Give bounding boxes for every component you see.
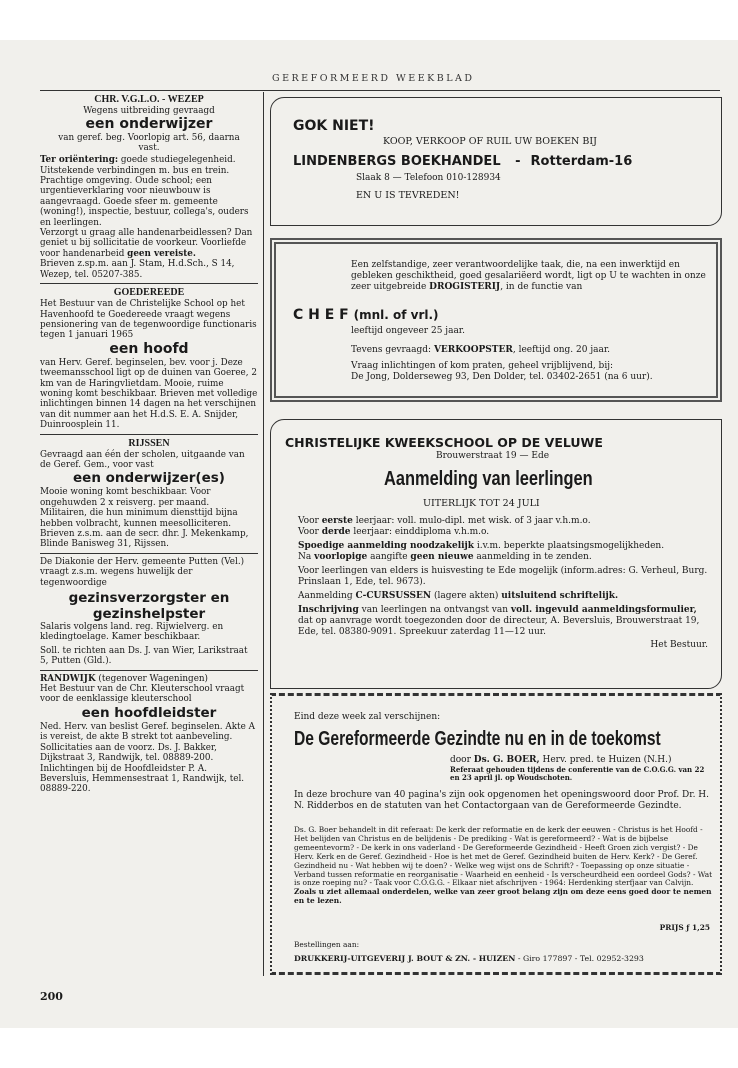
kweekschool-deadline: UITERLIJK TOT 24 JULI [423,498,540,509]
putten-title-2: gezinshelpster [92,606,206,623]
kweekschool-title: CHRISTELIJKE KWEEKSCHOOL OP DE VELUWE [285,435,603,450]
bookshop-title: GOK NIET! [293,118,375,134]
chef-age: leeftijd ongeveer 25 jaar. [351,326,465,336]
rijssen-p1: Gevraagd aan één der scholen, uitgaande van de Geref. Gem., voor vast [40,449,245,470]
column-rule [263,92,264,976]
rijssen-p2: Mooie woning komt beschikbaar. Voor ongehuwden 2 x reisverg. per maand. Militairen, die hun minimum diensttijd bijna hebben volbracht, kunnen meesolliciteren. [40,487,238,529]
brochure-title: De Gereformeerde Gezindte nu en in de toekomst [294,728,661,750]
drugstore-info1: Vraag inlichtingen of kom praten, geheel vrijblijvend, bij: [351,361,614,371]
bookshop-tagline: EN U IS TEVREDEN! [356,190,460,201]
header-rule [40,90,720,91]
wezep-l1: van geref. beg. Voorlopig art. 56, daarna [58,133,240,144]
bookshop-address: Slaak 8 — Telefoon 010-128934 [356,173,501,183]
drugstore-intro: Een zelfstandige, zeer verantwoordelijke taak, die, na een inwerktijd en gebleken geschiktheid, goed gesalariëerd wordt, ligt op U te wachten in onze zeer uitgebreide DROGISTERIJ, in de functie van [351,260,706,292]
also-wanted: Tevens gevraagd: VERKOOPSTER, leeftijd ong. 20 jaar. [351,345,611,355]
line-registration: Inschrijving van leerlingen na ontvangst van voll. ingevuld aanmeldingsformulier, dat op aanvrage wordt toegezonden door de directeur, A. Beversluis, Brouwerstraat 19, Ede, tel. 08380-9091. Spreekuur zaterdag 11—12 uur. [298,605,700,637]
kweekschool-body [298,516,708,651]
bookshop-line1: KOOP, VERKOOP OF RUIL UW BOEKEN BIJ [383,136,597,147]
putten-p2: Salaris volgens land. reg. Rijwielverg. en kledingtoelage. Kamer beschikbaar. [40,622,224,643]
order-label: Bestellingen aan: [294,940,360,949]
brochure-p1: In deze brochure van 40 pagina's zijn ook opgenomen het openingswoord door Prof. Dr. H. N. Ridderbos en de statuten van het Contactorgaan van de Gereformeerde Gezindte. [294,790,710,811]
running-head: GEREFORMEERD WEEKBLAD [272,73,475,84]
wezep-letters: Brieven z.sp.m. aan J. Stam, H.d.Sch., S 14, Wezep, tel. 05207-385. [40,259,235,280]
rijssen-heading: RIJSSEN [128,437,170,449]
bookshop-ad [270,97,722,226]
bookshop-name: LINDENBERGS BOEKHANDEL - Rotterdam-16 [293,154,633,169]
wezep-sub: Wegens uitbreiding gevraagd [83,106,215,116]
wezep-heading: CHR. V.G.L.O. - WEZEP [94,94,204,105]
line-first-year: Voor eerste leerjaar: voll. mulo-dipl. met wisk. of 3 jaar v.h.m.o. [298,516,591,526]
goedereede-p1: Het Bestuur van de Christelijke School op het Havenhoofd te Goedereede vraagt wegens pensionering van de tegenwoordige functionaris tegen 1 januari 1965 [40,299,257,341]
brochure-author: door Ds. G. BOER, Herv. pred. te Huizen (N.H.) [450,755,672,765]
brochure-ref: Referaat gehouden tijdens de conferentie van de C.O.G.G. van 22 en 23 april jl. op Woudschoten. [450,765,705,782]
kweekschool-sign: Het Bestuur. [650,640,708,650]
brochure-topics: Ds. G. Boer behandelt in dit referaat: De kerk der reformatie en de kerk der eeuwen - Christus is het Hoofd - Het belijden van Christus en de belijdenis - De prediking - Wat is gereformeerd? - Wat is de bijbelse gemeentevorm? - De kerk in ons vaderland - De Gereformeerde Gezindheid - Heeft Groen zich vergist? - De Herv. Kerk en de Geref. Gezindheid - Hoe is het met de Geref. Gezindheid buiten de Herv. Kerk? - De Geref. Gezindheid nu - Wat hebben wij te doen? - Welke weg wijst ons de Schrift? - Toepassing op onze situatie - Verband tussen reformatie en reorganisatie - Waarheid en eenheid - Is verscheurdheid een oordeel Gods? - Wat is onze roeping nu? - Taak voor C.O.G.G. - Elkaar niet afschrijven - 1964: Herdenking sterfjaar van Calvijn. Zoals u ziet allemaal onderdelen, welke van zeer groot belang zijn om deze eens goed door te nemen en te lezen. [294,825,713,906]
page-number: 200 [40,990,63,1003]
line-urgent: Spoedige aanmelding noodzakelijk i.v.m. beperkte plaatsingsmogelijkheden. [298,541,665,551]
drugstore-ad [270,238,722,402]
wezep-l2: vast. [138,142,160,153]
rijssen-p3: Brieven z.s.m. aan de secr. dhr. J. Mekenkamp, Blinde Banisweg 31, Rijssen. [40,529,249,550]
kweekschool-headline: Aanmelding van leerlingen [384,468,593,490]
divider [40,283,258,284]
randwijk-p2: Ned. Herv. van beslist Geref. beginselen. Akte A is vereist, de akte B strekt tot aanbeveling. [40,721,255,743]
goedereede-p2: van Herv. Geref. beginselen, bev. voor j. Deze tweemansschool ligt op de duinen van Goeree, 2 km van de Haringvlietdam. Mooie, ruime woning komt beschikbaar. Brieven met volledige inlichtingen binnen 14 dagen na het verschijnen van dit nummer aan het H.d.S. E. A. Snijder, Duinroosplein 11. [40,357,258,431]
randwijk-heading: RANDWIJK (tegenover Wageningen) [40,673,208,684]
brochure-intro: Eind deze week zal verschijnen: [294,712,441,722]
goedereede-heading: GOEDEREEDE [113,287,185,299]
randwijk-p3: Sollicitaties aan de voorz. Ds. J. Bakker, Dijkstraat 3, Randwijk, tel. 08889-200. Inlichtingen bij de Hoofdleidster P. A. Beversluis, Hemmensestraat 1, Randwijk, tel. 08889-220. [40,742,245,795]
publisher-line: DRUKKERIJ-UITGEVERIJ J. BOUT & ZN. - HUIZEN - Giro 177897 - Tel. 02952-3293 [294,954,644,963]
putten-p3: Soll. te richten aan Ds. J. van Wier, Larikstraat 5, Putten (Gld.). [40,645,248,667]
drugstore-info2: De Jong, Dolderseweg 93, Den Dolder, tel. 03402-2651 (na 6 uur). [351,372,653,382]
chef-title: C H E F (mnl. of vrl.) [293,307,439,323]
line-c-courses: Aanmelding C-CURSUSSEN (lagere akten) uitsluitend schriftelijk. [298,591,619,601]
line-third-year: Voor derde leerjaar: einddiploma v.h.m.o. [298,527,490,537]
kweekschool-address: Brouwerstraat 19 — Ede [436,451,550,461]
goedereede-title: een hoofd [109,340,189,357]
divider [40,434,258,435]
divider [40,670,258,671]
divider [40,553,258,554]
randwijk-title: een hoofdleidster [81,704,217,721]
brochure-ad [270,693,722,975]
kweekschool-ad [270,419,722,689]
line-provisional: Na voorlopige aangifte geen nieuwe aanmelding in te zenden. [298,552,592,562]
left-column [40,92,258,795]
putten-p1: De Diakonie der Herv. gemeente Putten (Vel.) vraagt z.s.m. wegens huwelijk der tegenwoordige [40,556,245,588]
rijssen-title: een onderwijzer(es) [73,470,225,487]
wezep-handwork: Verzorgt u graag alle handenarbeidlessen? Dan geniet u bij sollicitatie de voorkeur. Voorliefde voor handenarbeid geen vereiste. [40,228,253,259]
wezep-orientation: Ter oriëntering: goede studiegelegenheid. Uitstekende verbindingen m. bus en trein. Prachtige omgeving. Oude school; een urgentieverklaring voor nieuwbouw is aangevraagd. Goede sfeer m. gemeente (woning!), inspectie, bestuur, collega's, ouders en leerlingen. [40,155,249,228]
brochure-price: PRIJS ƒ 1,25 [659,923,710,932]
line-housing: Voor leerlingen van elders is huisvesting te Ede mogelijk (inform.adres: G. Verheul, Burg. Prinslaan 1, Ede, tel. 9673). [298,566,708,587]
randwijk-p1: Het Bestuur van de Chr. Kleuterschool vraagt voor de eenklassige kleuterschool [40,684,245,705]
putten-title-1: gezinsverzorgster en [68,590,230,607]
wezep-title: een onderwijzer [85,116,213,133]
